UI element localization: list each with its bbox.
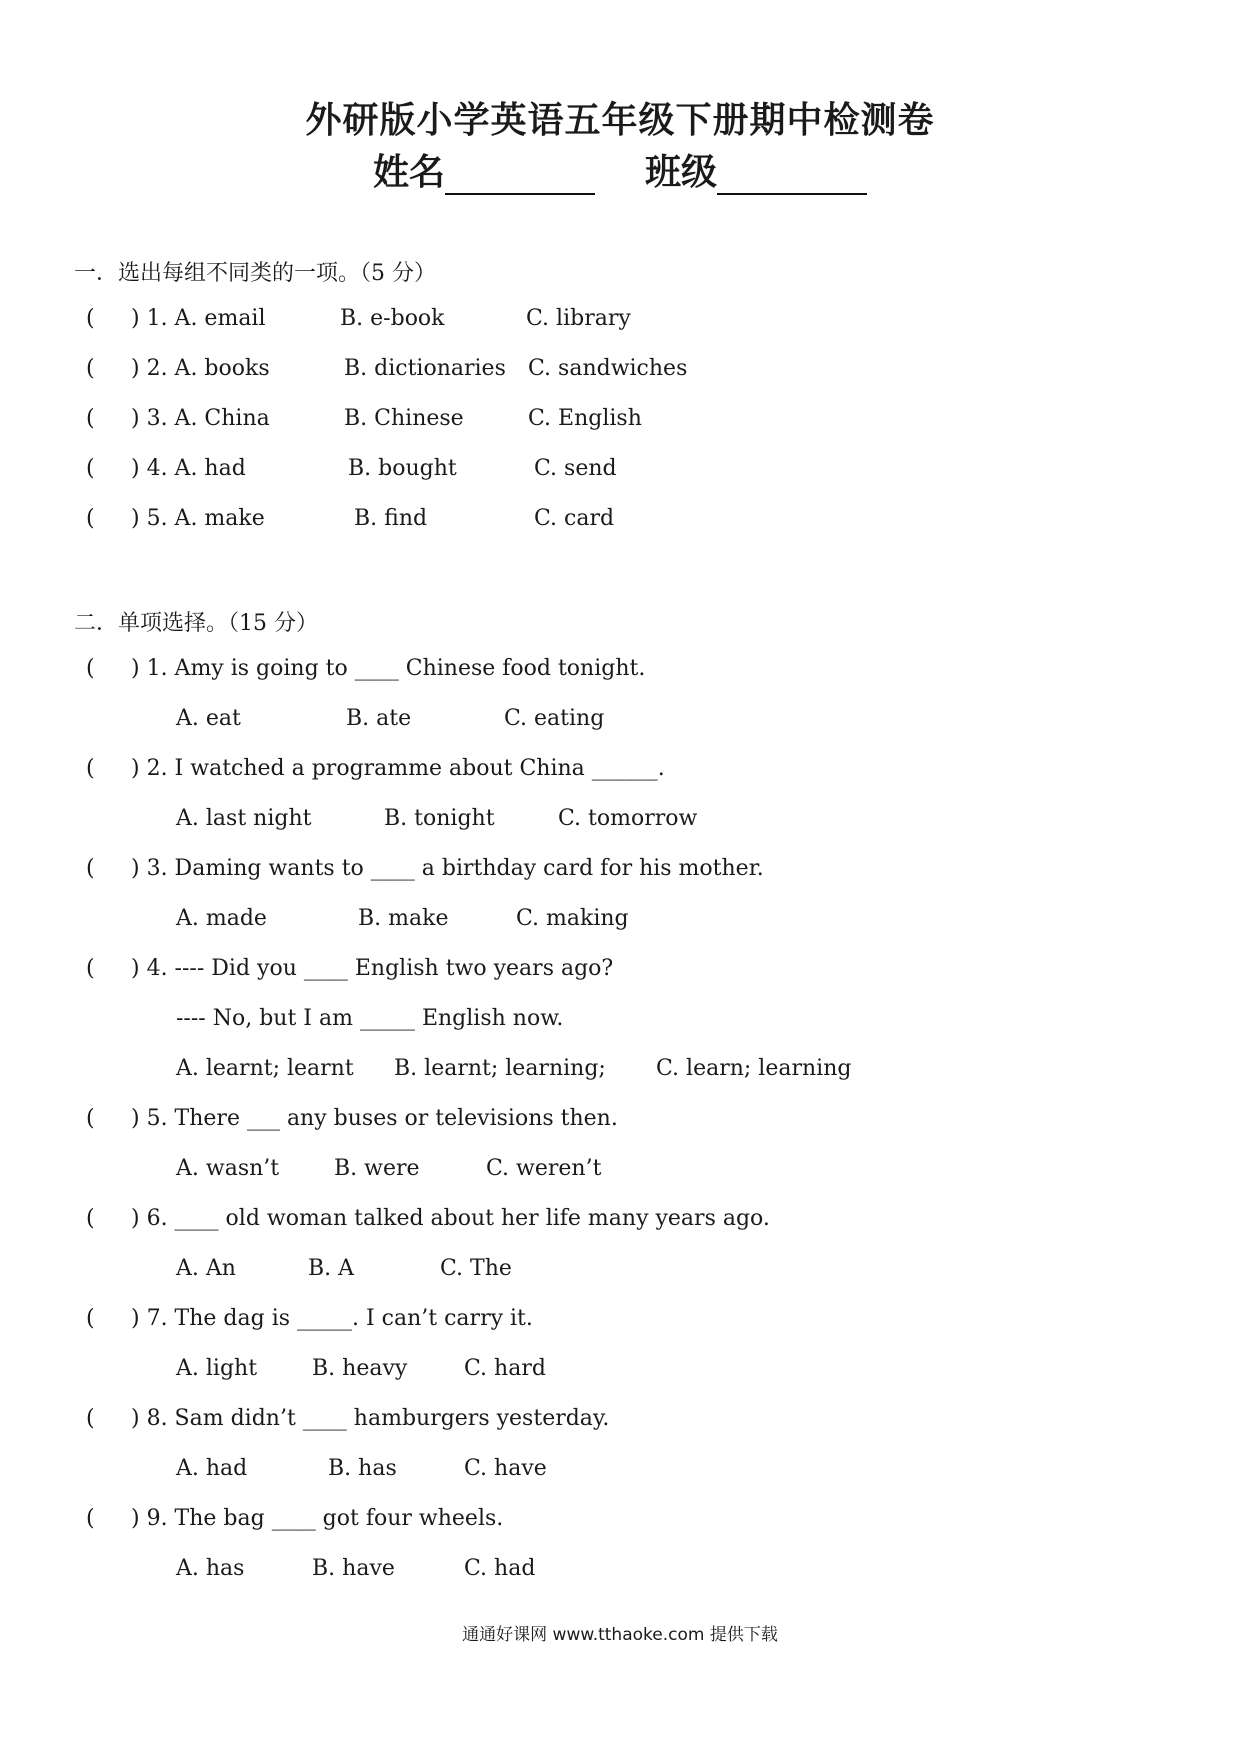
answer-paren[interactable]: ( — [86, 956, 95, 981]
name-blank[interactable] — [445, 159, 595, 195]
answer-paren[interactable]: ( — [86, 456, 95, 481]
student-info-line — [0, 144, 1240, 195]
answer-paren[interactable]: ( — [86, 756, 95, 781]
section1-heading: 一．选出每组不同类的一项。（5 分） — [74, 261, 436, 286]
answer-paren[interactable]: ( — [86, 306, 95, 331]
class-blank[interactable] — [717, 159, 867, 195]
answer-paren[interactable]: ( — [86, 656, 95, 681]
class-label: 班级 — [645, 151, 718, 193]
exam-page: 外研版小学英语五年级下册期中检测卷 姓名 班级 一．选出每组不同类的一项。（5 分） ( ) 1. A. email B. e-book C. library ( ) 2. A. books B. dictionaries C. sandwiches ( ) 3. A. China B. Chinese C. English ( ) 4. A. had B. bought C. send ( ) 5. A. make B. find C. card 二．单项选择。（15 分） ( ) 1. Amy is going to ____ Chinese food tonight. A. eat B. ate C. eating ( ) 2. I watched a programme about China ______. A. last night B. tonight C. tomorrow ( ) 3. Daming wants to ____ a birthday card for his mother. A. made B. make C. making ( ) 4. ---- Did you ____ English two years ago? ---- No, but I am _____ English now. A. learnt; learnt B. learnt; learning; C. learn; learning ( ) 5. There ___ any buses or televisions then. A. wasn’t B. were C. weren’t ( ) 6. ____ old woman talked about her life many years ago. A. An B. A C. The ( ) 7. The dag is _____. I can’t carry it. A. light B. heavy C. hard ( ) 8. Sam didn’t ____ hamburgers yesterday. A. had B. has C. have ( ) 9. The bag ____ got four wheels. A. has B. have C. had 通通好课网 www.tthaoke.com 提供下载 — [0, 0, 1240, 1754]
footer-source: 通通好课网 www.tthaoke.com 提供下载 — [462, 1625, 778, 1645]
answer-paren[interactable]: ( — [86, 1506, 95, 1531]
page-title: 外研版小学英语五年级下册期中检测卷 — [305, 99, 935, 141]
answer-paren[interactable]: ( — [86, 406, 95, 431]
answer-paren[interactable]: ( — [86, 856, 95, 881]
section2-heading: 二．单项选择。（15 分） — [74, 611, 318, 636]
answer-paren[interactable]: ( — [86, 1206, 95, 1231]
answer-paren[interactable]: ( — [86, 1106, 95, 1131]
answer-paren[interactable]: ( — [86, 506, 95, 531]
answer-paren[interactable]: ( — [86, 1306, 95, 1331]
answer-paren[interactable]: ( — [86, 1406, 95, 1431]
name-label: 姓名 — [372, 151, 445, 193]
answer-paren[interactable]: ( — [86, 356, 95, 381]
